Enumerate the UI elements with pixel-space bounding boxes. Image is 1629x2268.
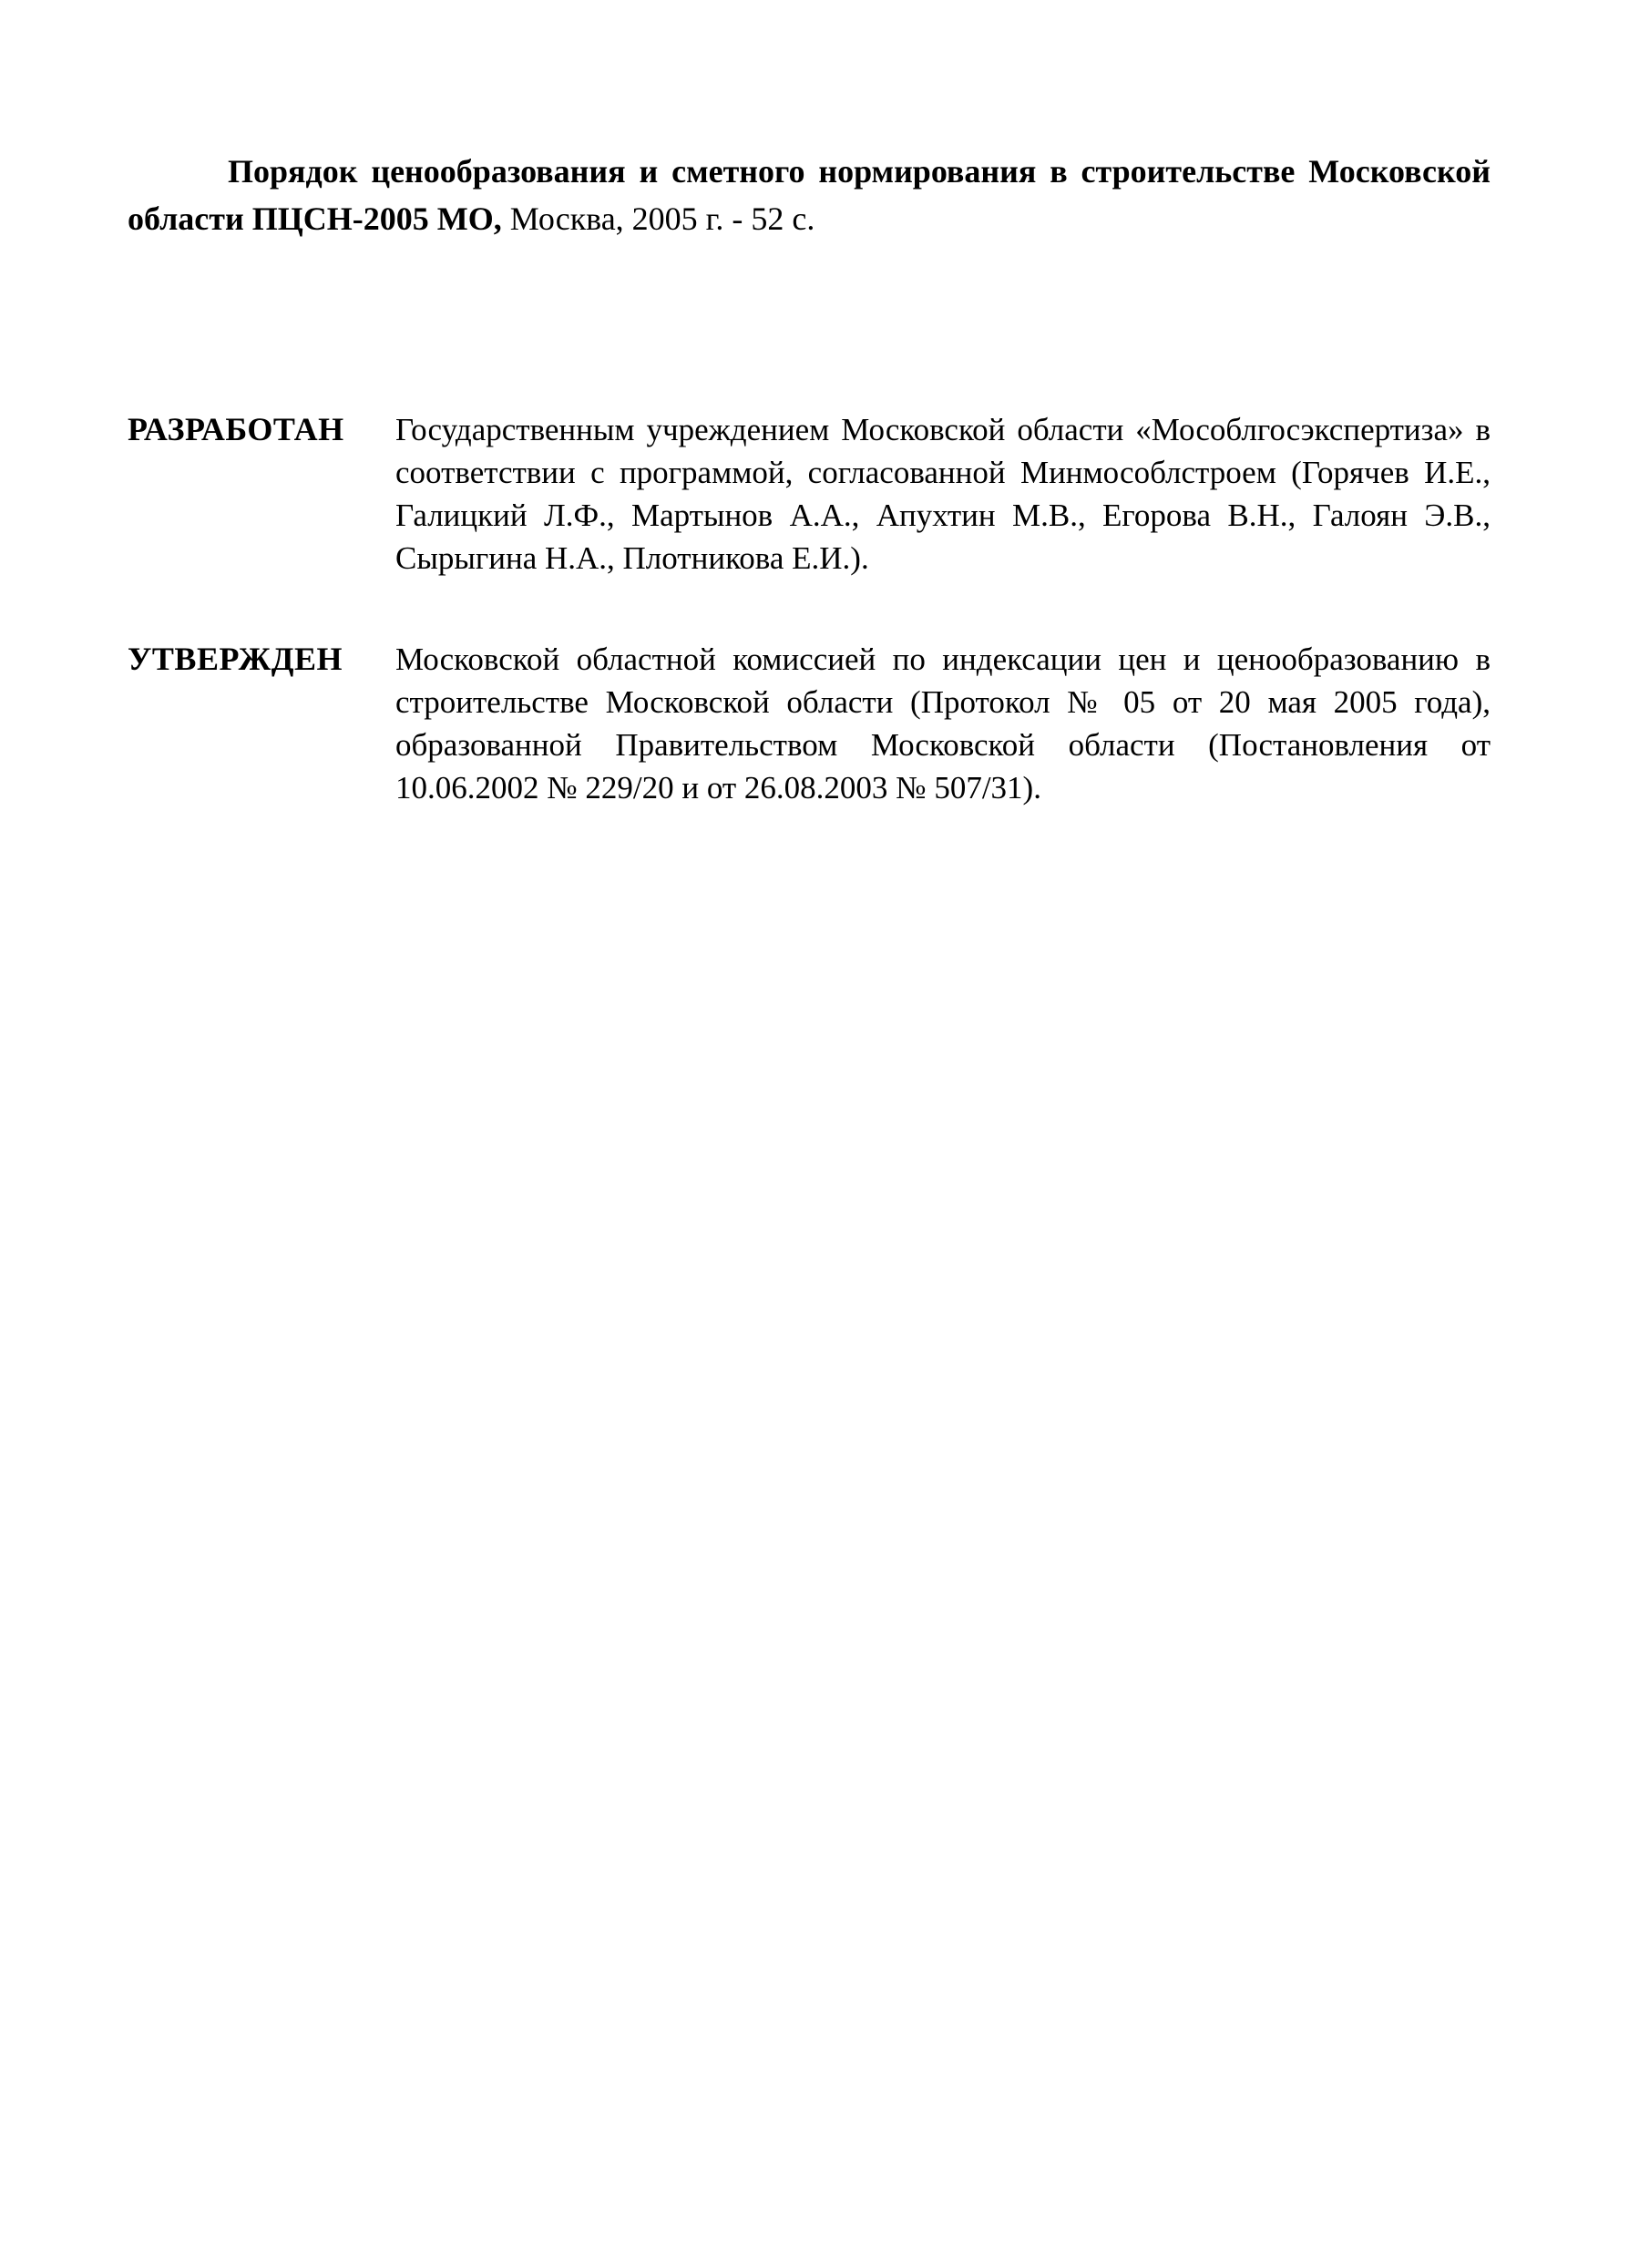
title-regular-part: Москва, 2005 г. - 52 с. — [509, 200, 815, 237]
title-bold-part-1: Порядок ценообразования и сметного нормирования в строительстве Московской области — [128, 153, 1491, 237]
title-bold-part-2: ПЦСН-2005 МО, — [251, 200, 502, 237]
document-title — [128, 148, 1491, 242]
approved-label: УТВЕРЖДЕН — [128, 641, 343, 677]
developed-text: Государственным учреждением Московской области «Мособлгосэкспертиза» в соответствии с программой, согласованной Минмособлстроем (Горячев И.Е., Галицкий Л.Ф., Мартынов А.А., Апухтин М.В., Егорова В.Н., Галоян Э.В., Сырыгина Н.А., Плотникова Е.И.). — [395, 412, 1491, 576]
developed-label: РАЗРАБОТАН — [128, 411, 344, 447]
approved-text: Московской областной комиссией по индексации цен и ценообразованию в строительстве Московской области (Протокол № 05 от 20 мая 2005 года), образованной Правительством Московской области (Постановления от 10.06.2002 № 229/20 и от 26.08.2003 № 507/31). — [395, 641, 1491, 806]
